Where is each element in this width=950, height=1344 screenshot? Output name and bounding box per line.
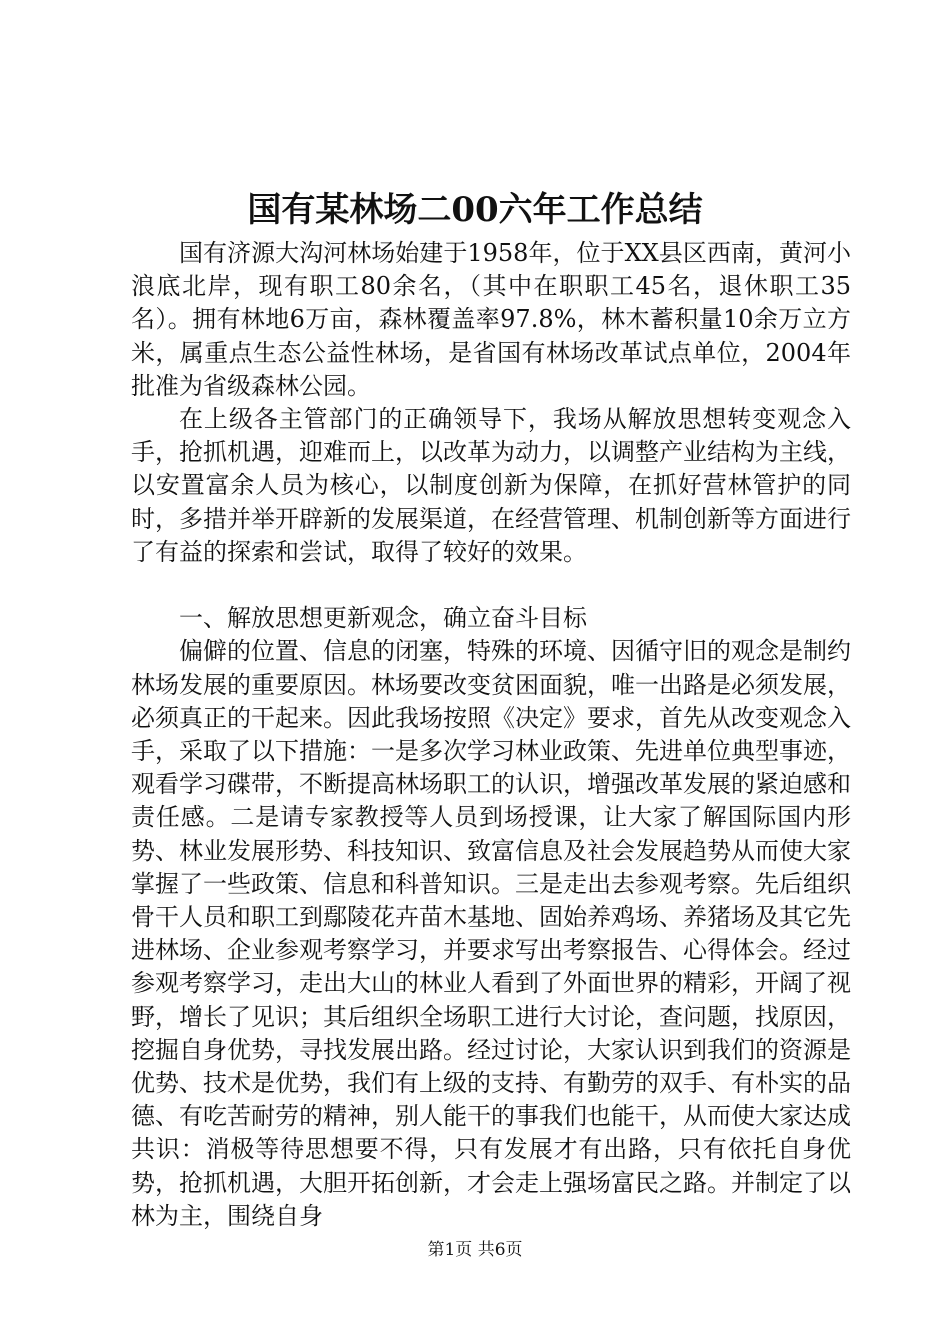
page-footer: 第1页 共6页 <box>427 1240 523 1260</box>
paragraph-spacer <box>131 569 851 602</box>
section-heading-1: 一、解放思想更新观念，确立奋斗目标 <box>179 604 587 633</box>
document-body <box>131 237 851 1233</box>
intro-paragraph-2: 在上级各主管部门的正确领导下，我场从解放思想转变观念入手，抢抓机遇，迎难而上，以改革为动力，以调整产业结构为主线，以安置富余人员为核心，以制度创新为保障，在抓好营林管护的同时，多措并举开辟新的发展渠道，在经营管理、机制创新等方面进行了有益的探索和尝试，取得了较好的效果。 <box>131 405 851 566</box>
section-1-paragraph: 偏僻的位置、信息的闭塞，特殊的环境、因循守旧的观念是制约林场发展的重要原因。林场要改变贫困面貌，唯一出路是必须发展，必须真正的干起来。因此我场按照《决定》要求，首先从改变观念入手，采取了以下措施：一是多次学习林业政策、先进单位典型事迹，观看学习碟带，不断提高林场职工的认识，增强改革发展的紧迫感和责任感。二是请专家教授等人员到场授课，让大家了解国际国内形势、林业发展形势、科技知识、致富信息及社会发展趋势从而使大家掌握了一些政策、信息和科普知识。三是走出去参观考察。先后组织骨干人员和职工到鄢陵花卉苗木基地、固始养鸡场、养猪场及其它先进林场、企业参观考察学习，并要求写出考察报告、心得体会。经过参观考察学习，走出大山的林业人看到了外面世界的精彩，开阔了视野，增长了见识；其后组织全场职工进行大讨论，查问题，找原因，挖掘自身优势，寻找发展出路。经过讨论，大家认识到我们的资源是优势、技术是优势，我们有上级的支持、有勤劳的双手、有朴实的品德、有吃苦耐劳的精神，别人能干的事我们也能干，从而使大家达成共识：消极等待思想要不得，只有发展才有出路，只有依托自身优势，抢抓机遇，大胆开拓创新，才会走上强场富民之路。并制定了以林为主，围绕自身 <box>131 637 851 1230</box>
document-title: 国有某林场二00六年工作总结 <box>247 190 703 230</box>
intro-paragraph-1: 国有济源大沟河林场始建于1958年，位于XX县区西南，黄河小浪底北岸，现有职工80余名，（其中在职职工45名，退休职工35名）。拥有林地6万亩，森林覆盖率97.8%，林木蓄积量10余万立方米，属重点生态公益性林场，是省国有林场改革试点单位，2004年批准为省级森林公园。 <box>131 239 851 400</box>
